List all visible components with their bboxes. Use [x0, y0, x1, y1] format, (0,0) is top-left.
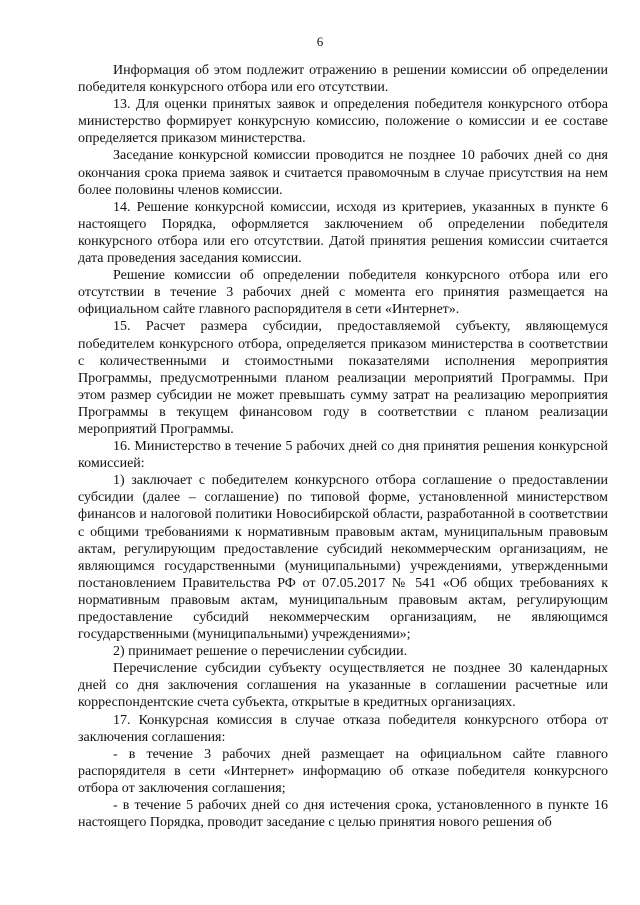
paragraph: Заседание конкурсной комиссии проводится не позднее 10 рабочих дней со дня окончания срока приема заявок и считается правомочным в случае присутствия на нем более половины членов комиссии. [78, 148, 608, 198]
paragraph: Информация об этом подлежит отражению в решении комиссии об определении победителя конкурсного отбора или его отсутствии. [78, 63, 608, 96]
list-item: 2) принимает решение о перечислении субсидии. [113, 644, 408, 660]
document-body [78, 62, 608, 831]
list-item: 1) заключает с победителем конкурсного отбора соглашение о предоставлении субсидии (далее – соглашение) по типовой форме, установленной министерством финансов и налоговой политики Новосибирской области, разработанной в соответствии с общими требованиями к нормативным правовым актам, муниципальным правовым актам, регулирующим предоставление субсидий некоммерческим организациям, не являющимся государственными (муниципальными) учреждениями, утвержденными постановлением Правительства РФ от 07.05.2017 № 541 «Об общих требованиях к нормативным правовым актам, муниципальным правовым актам, регулирующим предоставление субсидий некоммерческим организациям, не являющимся государственными (муниципальными) учреждениями»; [78, 473, 608, 643]
list-item: - в течение 5 рабочих дней со дня истечения срока, установленного в пункте 16 настоящего Порядка, проводит заседание с целью принятия нового решения об [78, 798, 608, 831]
paragraph: 14. Решение конкурсной комиссии, исходя из критериев, указанных в пункте 6 настоящего Порядка, оформляется заключением об определении победителя конкурсного отбора или его отсутствии. Датой принятия решения комиссии считается дата проведения заседания комиссии. [78, 199, 608, 267]
paragraph: 16. Министерство в течение 5 рабочих дней со дня принятия решения конкурсной комиссией: [78, 439, 608, 472]
paragraph: Решение комиссии об определении победителя конкурсного отбора или его отсутствии в течение 3 рабочих дней с момента его принятия размещается на официальном сайте главного распорядителя в сети «Интернет». [78, 268, 608, 318]
paragraph: 13. Для оценки принятых заявок и определения победителя конкурсного отбора министерство формирует конкурсную комиссию, положение о комиссии и ее составе определяется приказом министерства. [78, 97, 608, 147]
paragraph: Перечисление субсидии субъекту осуществляется не позднее 30 календарных дней со дня заключения соглашения на указанные в соглашении расчетные или корреспондентские счета субъекта, открытые в кредитных организациях. [78, 661, 608, 711]
list-item: - в течение 3 рабочих дней размещает на официальном сайте главного распорядителя в сети «Интернет» информацию об отказе победителя конкурсного отбора от заключения соглашения; [78, 746, 608, 796]
page-number: 6 [316, 34, 324, 49]
paragraph: 17. Конкурсная комиссия в случае отказа победителя конкурсного отбора от заключения соглашения: [78, 712, 608, 745]
paragraph: 15. Расчет размера субсидии, предоставляемой субъекту, являющемуся победителем конкурсного отбора, определяется приказом министерства в соответствии с количественными и стоимостными показателями исполнения мероприятия Программы, предусмотренными планом реализации мероприятий Программы. При этом размер субсидии не может превышать сумму затрат на реализацию мероприятия Программы в текущем финансовом году в соответствии с планом реализации мероприятий Программы. [78, 319, 608, 437]
